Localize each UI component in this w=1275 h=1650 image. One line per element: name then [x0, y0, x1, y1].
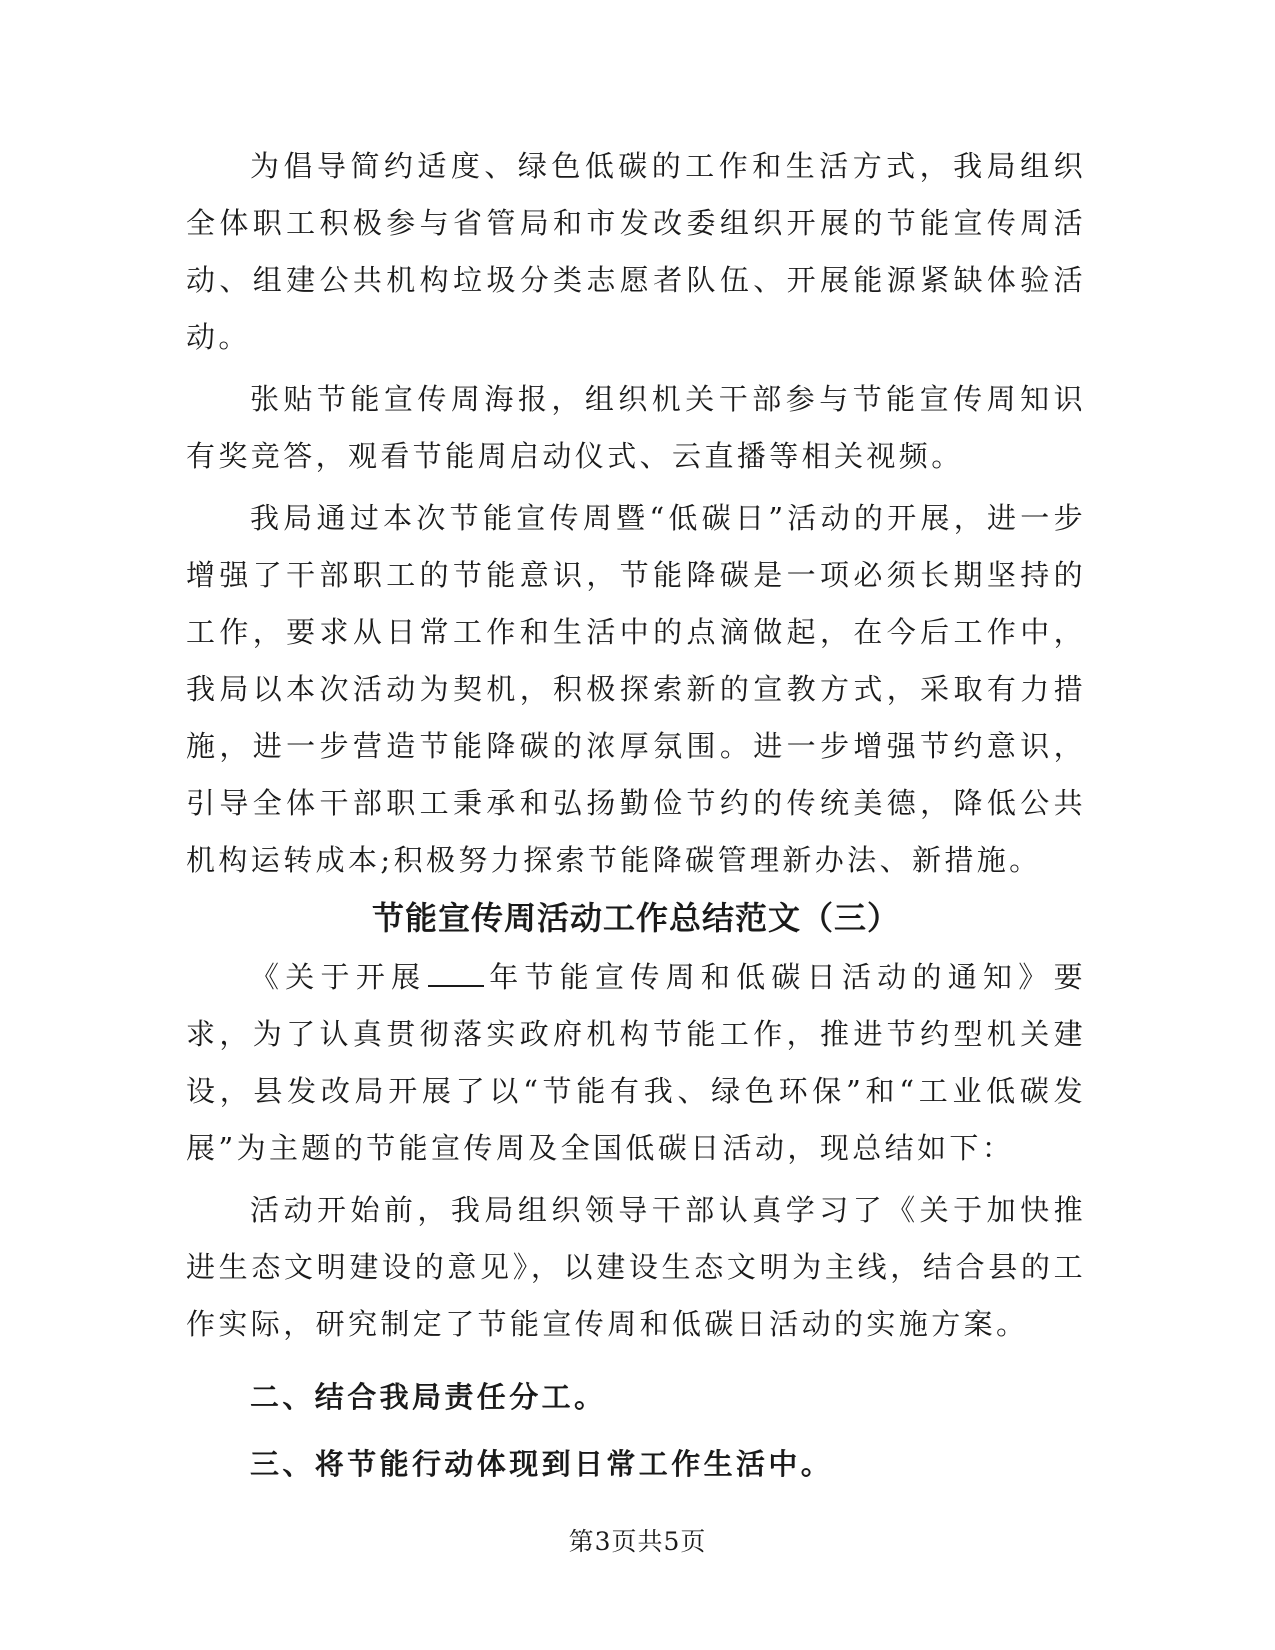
paragraph-intro: 为倡导简约适度、绿色低碳的工作和生活方式，我局组织全体职工积极参与省管局和市发改委组织开展的节能宣传周活动、组建公共机构垃圾分类志愿者队伍、开展能源紧缺体验活动。: [186, 149, 1086, 354]
year-blank: [428, 961, 484, 987]
heading-three: 三、将节能行动体现到日常工作生活中。: [250, 1447, 834, 1481]
paragraph-notice: [186, 949, 1086, 1177]
page-footer: 第3页共5页: [568, 1527, 707, 1556]
heading-two: 二、结合我局责任分工。: [250, 1380, 607, 1414]
section-title: 节能宣传周活动工作总结范文（三）: [371, 899, 900, 937]
notice-after-blank: 年节能宣传周和低碳日活动的通知》要求，为了认真贯彻落实政府机构节能工作，推进节约型机关建设，县发改局开展了以“节能有我、绿色环保”和“工业低碳发展”为主题的节能宣传周及全国低碳日活动，现总结如下：: [186, 960, 1086, 1165]
paragraph-posters: 张贴节能宣传周海报，组织机关干部参与节能宣传周知识有奖竞答，观看节能周启动仪式、云直播等相关视频。: [186, 382, 1086, 473]
document-page: [186, 138, 1086, 1493]
paragraph-results: 我局通过本次节能宣传周暨“低碳日”活动的开展，进一步增强了干部职工的节能意识，节能降碳是一项必须长期坚持的工作，要求从日常工作和生活中的点滴做起，在今后工作中，我局以本次活动为契机，积极探索新的宣教方式，采取有力措施，进一步营造节能降碳的浓厚氛围。进一步增强节约意识，引导全体干部职工秉承和弘扬勤俭节约的传统美德，降低公共机构运转成本;积极努力探索节能降碳管理新办法、新措施。: [186, 501, 1086, 877]
paragraph-activity: 活动开始前，我局组织领导干部认真学习了《关于加快推进生态文明建设的意见》，以建设生态文明为主线，结合县的工作实际，研究制定了节能宣传周和低碳日活动的实施方案。: [186, 1193, 1086, 1341]
notice-before-blank: 《关于开展: [250, 960, 427, 994]
